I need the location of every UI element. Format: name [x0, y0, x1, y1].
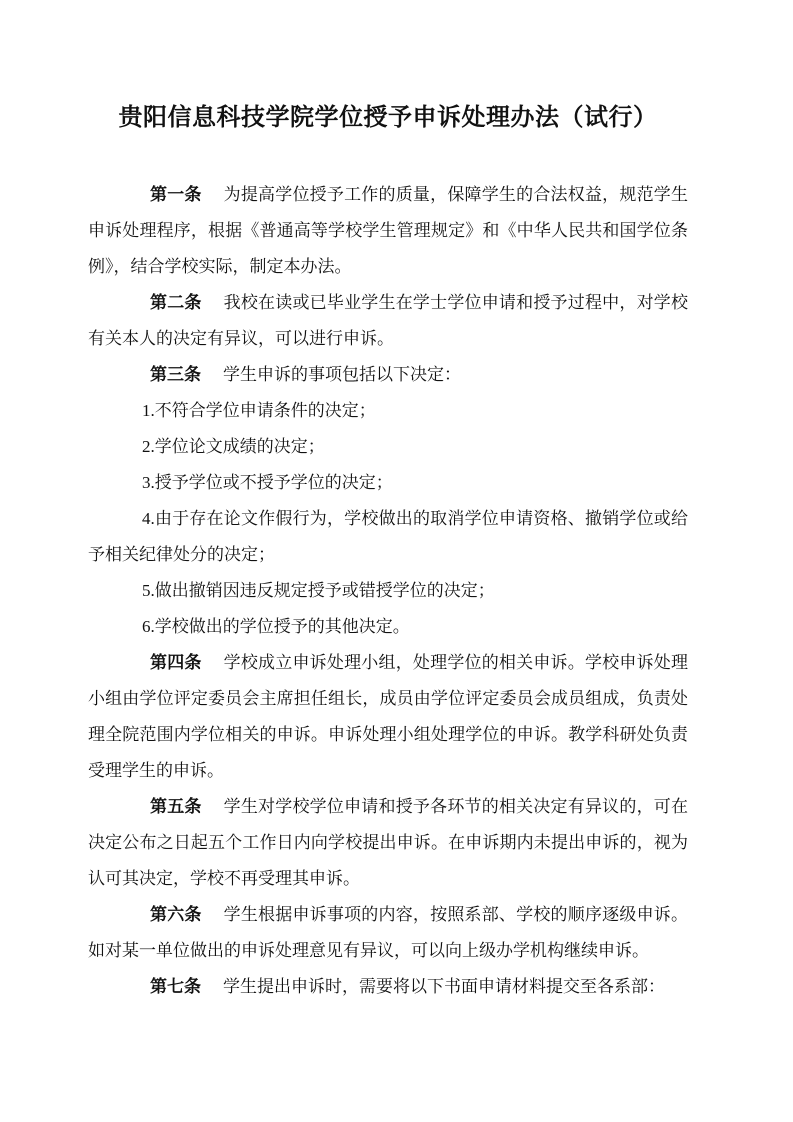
paragraph-text: 4.由于存在论文作假行为，学校做出的取消学位申请资格、撤销学位或给予相关纪律处分的决定；: [88, 509, 688, 564]
paragraph-text: 2.学位论文成绩的决定；: [142, 437, 325, 456]
document-body: [88, 177, 688, 1005]
list-item-paragraph: [88, 501, 688, 573]
article-paragraph: [88, 357, 688, 393]
article-paragraph: [88, 645, 688, 789]
article-paragraph: [88, 285, 688, 357]
list-item-paragraph: [88, 609, 688, 645]
paragraph-text: 6.学校做出的学位授予的其他决定。: [142, 617, 410, 636]
paragraph-text: 我校在读或已毕业学生在学士学位申请和授予过程中，对学校有关本人的决定有异议，可以进行申诉。: [88, 293, 689, 348]
paragraph-text: 5.做出撤销因违反规定授予或错授学位的决定；: [142, 581, 495, 600]
document-title: 贵阳信息科技学院学位授予申诉处理办法（试行）: [118, 105, 658, 131]
paragraph-text: 学生提出申诉时，需要将以下书面申请材料提交至各系部：: [223, 977, 665, 996]
article-label: 第六条: [150, 905, 202, 924]
paragraph-text: 学生申诉的事项包括以下决定：: [223, 365, 461, 384]
list-item-paragraph: [88, 465, 688, 501]
paragraph-text: 1.不符合学位申请条件的决定；: [142, 401, 376, 420]
article-paragraph: [88, 969, 688, 1005]
paragraph-text: 学生根据申诉事项的内容，按照系部、学校的顺序逐级申诉。如对某一单位做出的申诉处理意见有异议，可以向上级办学机构继续申诉。: [88, 905, 689, 960]
article-label: 第三条: [150, 365, 201, 384]
paragraph-text: 学校成立申诉处理小组，处理学位的相关申诉。学校申诉处理小组由学位评定委员会主席担任组长，成员由学位评定委员会成员组成，负责处理全院范围内学位相关的申诉。申诉处理小组处理学位的申诉。教学科研处负责受理学生的申诉。: [88, 653, 689, 780]
paragraph-text: 3.授予学位或不授予学位的决定；: [142, 473, 393, 492]
article-paragraph: [88, 789, 688, 897]
article-label: 第七条: [150, 977, 201, 996]
article-label: 第一条: [150, 185, 202, 204]
list-item-paragraph: [88, 429, 688, 465]
article-label: 第二条: [150, 293, 202, 312]
article-paragraph: [88, 177, 688, 285]
list-item-paragraph: [88, 573, 688, 609]
article-label: 第五条: [150, 797, 202, 816]
article-label: 第四条: [150, 653, 202, 672]
paragraph-text: 为提高学位授予工作的质量，保障学生的合法权益，规范学生申诉处理程序，根据《普通高等学校学生管理规定》和《中华人民共和国学位条例》，结合学校实际，制定本办法。: [88, 185, 689, 276]
article-paragraph: [88, 897, 688, 969]
list-item-paragraph: [88, 393, 688, 429]
paragraph-text: 学生对学校学位申请和授予各环节的相关决定有异议的，可在决定公布之日起五个工作日内向学校提出申诉。在申诉期内未提出申诉的，视为认可其决定，学校不再受理其申诉。: [88, 797, 689, 888]
